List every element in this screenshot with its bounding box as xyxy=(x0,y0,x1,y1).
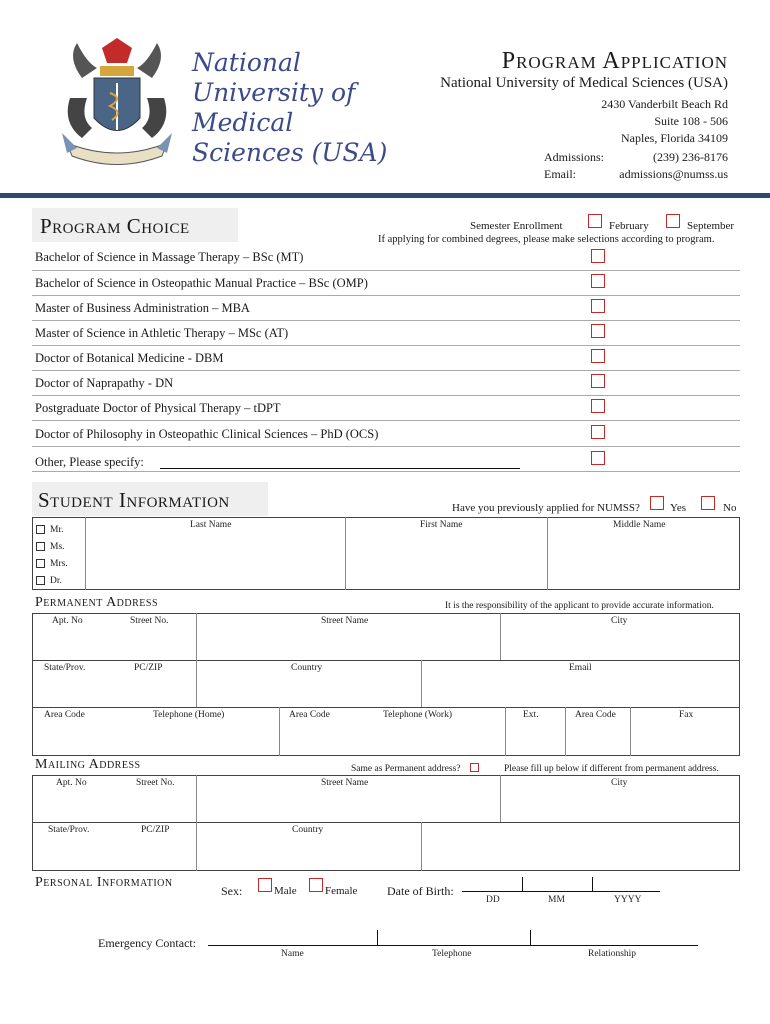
street-name-label: Street Name xyxy=(321,616,369,626)
state-label: State/Prov. xyxy=(44,663,86,673)
col-divider xyxy=(630,707,631,756)
col-divider xyxy=(85,517,86,590)
program-choice-heading: Program Choice xyxy=(40,214,190,238)
row-divider xyxy=(32,707,740,708)
page-subtitle: National University of Medical Sciences (USA) xyxy=(440,75,728,91)
apt-no-label: Apt. No xyxy=(52,616,83,626)
emergency-contact-input[interactable] xyxy=(208,945,698,946)
personal-info-heading: Personal Information xyxy=(35,875,173,890)
emergency-telephone-label: Telephone xyxy=(432,949,472,959)
first-name-label: First Name xyxy=(420,520,463,530)
row-divider xyxy=(32,395,740,396)
row-divider xyxy=(32,822,740,823)
program-checkbox[interactable] xyxy=(591,324,605,338)
row-divider xyxy=(32,295,740,296)
address-line-2: Suite 108 - 506 xyxy=(654,114,728,128)
row-divider xyxy=(32,660,740,661)
area-code-label: Area Code xyxy=(575,710,616,720)
page-title: Program Application xyxy=(501,48,728,74)
program-checkbox[interactable] xyxy=(591,299,605,313)
row-divider xyxy=(32,345,740,346)
applied-no-label: No xyxy=(723,502,737,514)
title-mrs-label: Mrs. xyxy=(50,559,68,569)
email-label: Email: xyxy=(544,167,576,181)
other-program-input[interactable] xyxy=(160,468,520,469)
street-no-label: Street No. xyxy=(136,778,175,788)
sex-male-label: Male xyxy=(274,885,297,897)
emergency-relationship-label: Relationship xyxy=(588,949,637,959)
col-divider xyxy=(505,707,506,756)
area-code-label: Area Code xyxy=(44,710,85,720)
col-divider xyxy=(196,660,197,707)
mailing-address-box xyxy=(32,775,740,871)
title-dr-label: Dr. xyxy=(50,576,62,586)
program-checkbox[interactable] xyxy=(591,249,605,263)
university-crest-logo xyxy=(62,38,172,176)
middle-name-label: Middle Name xyxy=(613,520,666,530)
applied-before-question: Have you previously applied for NUMSS? xyxy=(452,502,640,514)
february-label: February xyxy=(609,220,649,232)
dob-divider xyxy=(522,877,523,892)
address-line-1: 2430 Vanderbilt Beach Rd xyxy=(601,97,728,111)
street-name-label: Street Name xyxy=(321,778,369,788)
title-mr-label: Mr. xyxy=(50,525,64,535)
email-field-label: Email xyxy=(569,663,592,673)
fax-label: Fax xyxy=(679,710,694,720)
col-divider xyxy=(565,707,566,756)
dob-year-label: YYYY xyxy=(614,895,642,905)
university-wordmark: National University of Medical Sciences (USA) xyxy=(192,48,388,167)
col-divider xyxy=(196,613,197,660)
program-option: Doctor of Naprapathy - DN xyxy=(35,376,174,390)
title-ms-label: Ms. xyxy=(50,542,65,552)
sex-label: Sex: xyxy=(221,884,243,898)
mailing-address-heading: Mailing Address xyxy=(35,757,141,772)
date-of-birth-label: Date of Birth: xyxy=(387,884,454,898)
sex-female-label: Female xyxy=(325,885,358,897)
other-program-checkbox[interactable] xyxy=(591,451,605,465)
dob-divider xyxy=(592,877,593,892)
september-label: September xyxy=(687,220,735,232)
program-option: Postgraduate Doctor of Physical Therapy – tDPT xyxy=(35,401,281,415)
program-option: Doctor of Botanical Medicine - DBM xyxy=(35,351,224,365)
country-label: Country xyxy=(292,825,324,835)
permanent-address-box xyxy=(32,613,740,756)
city-label: City xyxy=(611,616,628,626)
title-mr-checkbox[interactable] xyxy=(36,525,45,534)
dob-day-label: DD xyxy=(486,895,500,905)
admissions-phone: (239) 236-8176 xyxy=(653,150,728,164)
row-divider xyxy=(32,471,740,472)
program-checkbox[interactable] xyxy=(591,274,605,288)
program-checkbox[interactable] xyxy=(591,349,605,363)
program-checkbox[interactable] xyxy=(591,374,605,388)
admissions-label: Admissions: xyxy=(544,150,605,164)
semester-label: Semester Enrollment xyxy=(470,220,563,232)
address-line-3: Naples, Florida 34109 xyxy=(621,131,728,145)
emergency-contact-label: Emergency Contact: xyxy=(98,936,197,950)
col-divider xyxy=(500,613,501,660)
telephone-work-label: Telephone (Work) xyxy=(383,710,453,720)
program-checkbox[interactable] xyxy=(591,425,605,439)
col-divider xyxy=(279,707,280,756)
city-label: City xyxy=(611,778,628,788)
row-divider xyxy=(32,420,740,421)
col-divider xyxy=(196,822,197,871)
applied-yes-label: Yes xyxy=(670,502,687,514)
applied-no-checkbox[interactable] xyxy=(701,496,715,510)
program-option: Bachelor of Science in Massage Therapy – BSc (MT) xyxy=(35,250,304,264)
title-ms-checkbox[interactable] xyxy=(36,542,45,551)
february-checkbox[interactable] xyxy=(588,214,602,228)
dob-month-label: MM xyxy=(548,895,565,905)
same-address-checkbox[interactable] xyxy=(470,763,479,772)
date-of-birth-input[interactable] xyxy=(462,891,660,892)
pc-zip-label: PC/ZIP xyxy=(134,663,163,673)
program-option: Master of Business Administration – MBA xyxy=(35,301,250,315)
program-checkbox[interactable] xyxy=(591,399,605,413)
student-info-heading: Student Information xyxy=(38,488,230,512)
emergency-name-label: Name xyxy=(281,949,304,959)
combined-degrees-note: If applying for combined degrees, please make selections according to program. xyxy=(378,234,715,245)
row-divider xyxy=(32,270,740,271)
program-option: Bachelor of Science in Osteopathic Manual Practice – BSc (OMP) xyxy=(35,276,368,290)
permanent-address-heading: Permanent Address xyxy=(35,595,159,610)
street-no-label: Street No. xyxy=(130,616,169,626)
mailing-note: Please fill up below if different from permanent address. xyxy=(504,764,719,774)
header-divider xyxy=(0,193,770,198)
apt-no-label: Apt. No xyxy=(56,778,87,788)
same-address-question: Same as Permanent address? xyxy=(351,764,461,774)
email-link[interactable]: admissions@numss.us xyxy=(619,167,728,181)
ext-label: Ext. xyxy=(523,710,539,720)
row-divider xyxy=(32,320,740,321)
col-divider xyxy=(421,822,422,871)
col-divider xyxy=(547,517,548,590)
september-checkbox[interactable] xyxy=(666,214,680,228)
contact-divider xyxy=(377,930,378,945)
title-dr-checkbox[interactable] xyxy=(36,576,45,585)
col-divider xyxy=(500,775,501,822)
title-mrs-checkbox[interactable] xyxy=(36,559,45,568)
row-divider xyxy=(32,370,740,371)
state-label: State/Prov. xyxy=(48,825,90,835)
country-label: Country xyxy=(291,663,323,673)
contact-divider xyxy=(530,930,531,945)
col-divider xyxy=(345,517,346,590)
other-program-label: Other, Please specify: xyxy=(35,455,144,469)
sex-female-checkbox[interactable] xyxy=(309,878,323,892)
last-name-label: Last Name xyxy=(190,520,232,530)
col-divider xyxy=(196,775,197,822)
program-option: Master of Science in Athletic Therapy – MSc (AT) xyxy=(35,326,289,340)
applied-yes-checkbox[interactable] xyxy=(650,496,664,510)
row-divider xyxy=(32,446,740,447)
col-divider xyxy=(421,660,422,707)
program-option: Doctor of Philosophy in Osteopathic Clinical Sciences – PhD (OCS) xyxy=(35,427,379,441)
accuracy-note: It is the responsibility of the applicant to provide accurate information. xyxy=(445,601,714,611)
pc-zip-label: PC/ZIP xyxy=(141,825,170,835)
telephone-home-label: Telephone (Home) xyxy=(153,710,225,720)
area-code-label: Area Code xyxy=(289,710,330,720)
sex-male-checkbox[interactable] xyxy=(258,878,272,892)
